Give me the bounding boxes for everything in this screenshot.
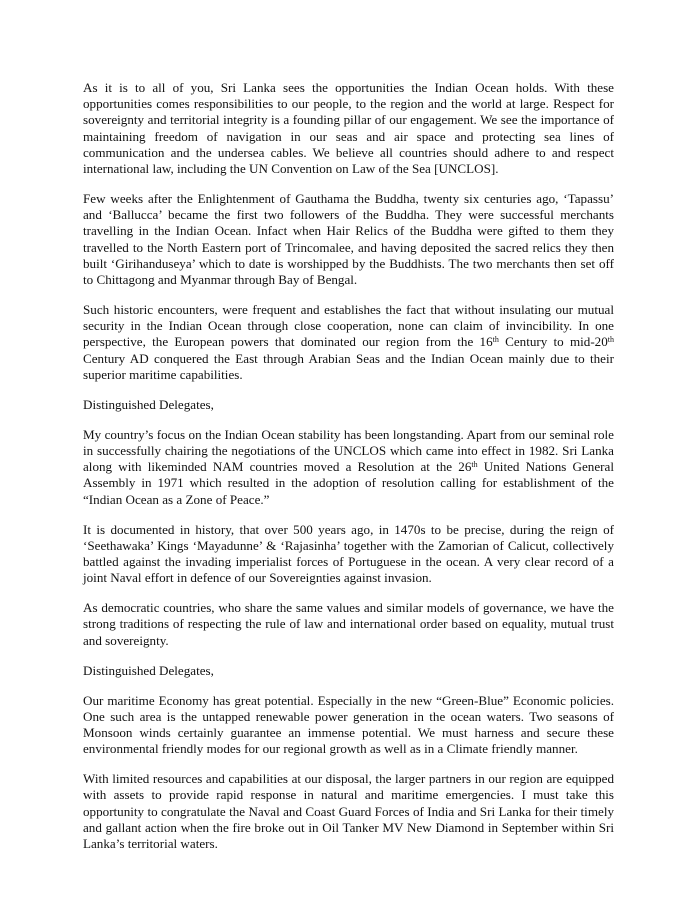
body-paragraph [83, 302, 614, 383]
paragraph-text: As democratic countries, who share the same values and similar models of governance, we have the strong traditions of respecting the rule of law and international order based on equality, mutual trust and sovereignty. [83, 600, 614, 648]
body-paragraph [83, 771, 614, 852]
paragraph-text: Our maritime Economy has great potential. Especially in the new “Green-Blue” Economic policies. One such area is the untapped renewable power generation in the ocean waters. Two seasons of Monsoon winds certainly guarantee an immense potential. We must harness and secure these environmental friendly modes for our regional growth as well as in a Climate friendly manner. [83, 692, 614, 757]
body-paragraph [83, 191, 614, 288]
ordinal-superscript: th [471, 460, 478, 470]
body-paragraph [83, 80, 614, 177]
paragraph-text: It is documented in history, that over 500 years ago, in 1470s to be precise, during the reign of ‘Seethawaka’ Kings ‘Mayadunne’ & ‘Rajasinha’ together with the Zamorian of Calicut, collectively battled against the invading imperialist forces of Portuguese in the ocean. A very clear record of a joint Naval effort in defence of our Sovereignties against invasion. [83, 521, 614, 586]
paragraph-text: Century to mid-20 [498, 334, 608, 350]
paragraph-text: As it is to all of you, Sri Lanka sees the opportunities the Indian Ocean holds. With these opportunities comes responsibilities to our people, to the region and the world at large. Respect for sovereignty and territorial integrity is a founding pillar of our engagement. We see the importance of maintaining freedom of navigation in our seas and air space and protecting sea lines of communication and the undersea cables. We believe all countries should adhere to and respect international law, including the UN Convention on Law of the Sea [UNCLOS]. [83, 80, 614, 177]
ordinal-superscript: th [492, 335, 499, 345]
body-paragraph [83, 693, 614, 758]
paragraph-text: Few weeks after the Enlightenment of Gauthama the Buddha, twenty six centuries ago, ‘Tapassu’ and ‘Ballucca’ became the first two followers of the Buddha. They were successful merchants travelling in the Indian Ocean. Infact when Hair Relics of the Buddha were gifted to them they travelled to the North Eastern port of Trincomalee, and having deposited the sacred relics they then built ‘Girihanduseya’ which to date is worshipped by the Buddhists. The two merchants then set off to Chittagong and Myanmar through Bay of Bengal. [83, 191, 614, 288]
paragraph-text: With limited resources and capabilities at our disposal, the larger partners in our region are equipped with assets to provide rapid response in natural and maritime emergencies. I must take this opportunity to congratulate the Naval and Coast Guard Forces of India and Sri Lanka for their timely and gallant action when the fire broke out in Oil Tanker MV New Diamond in September within Sri Lanka’s territorial waters. [83, 771, 614, 852]
paragraph-text: Century AD conquered the East through Arabian Seas and the Indian Ocean mainly due to their superior maritime capabilities. [83, 350, 614, 382]
body-paragraph [83, 427, 614, 508]
paragraph-text: Distinguished Delegates, [83, 396, 214, 412]
body-paragraph [83, 600, 614, 649]
paragraph-text: Distinguished Delegates, [83, 662, 214, 678]
body-paragraph [83, 522, 614, 587]
salutation [83, 397, 614, 413]
paragraph-text: Such historic encounters, were frequent and establishes the fact that without insulating our mutual security in the Indian Ocean through close cooperation, none can claim of invincibility. In one perspective, the European powers that dominated our region from the 16 [83, 302, 614, 350]
paragraph-text: United Nations General Assembly in 1971 which resulted in the adoption of resolution calling for establishment of the “Indian Ocean as a Zone of Peace.” [83, 459, 614, 507]
paragraph-text: My country’s focus on the Indian Ocean stability has been longstanding. Apart from our seminal role in successfully chairing the negotiations of the UNCLOS which came into effect in 1982. Sri Lanka along with likeminded NAM countries moved a Resolution at the 26 [83, 426, 614, 475]
document-page [83, 80, 614, 866]
ordinal-superscript: th [607, 335, 615, 345]
salutation [83, 663, 614, 679]
